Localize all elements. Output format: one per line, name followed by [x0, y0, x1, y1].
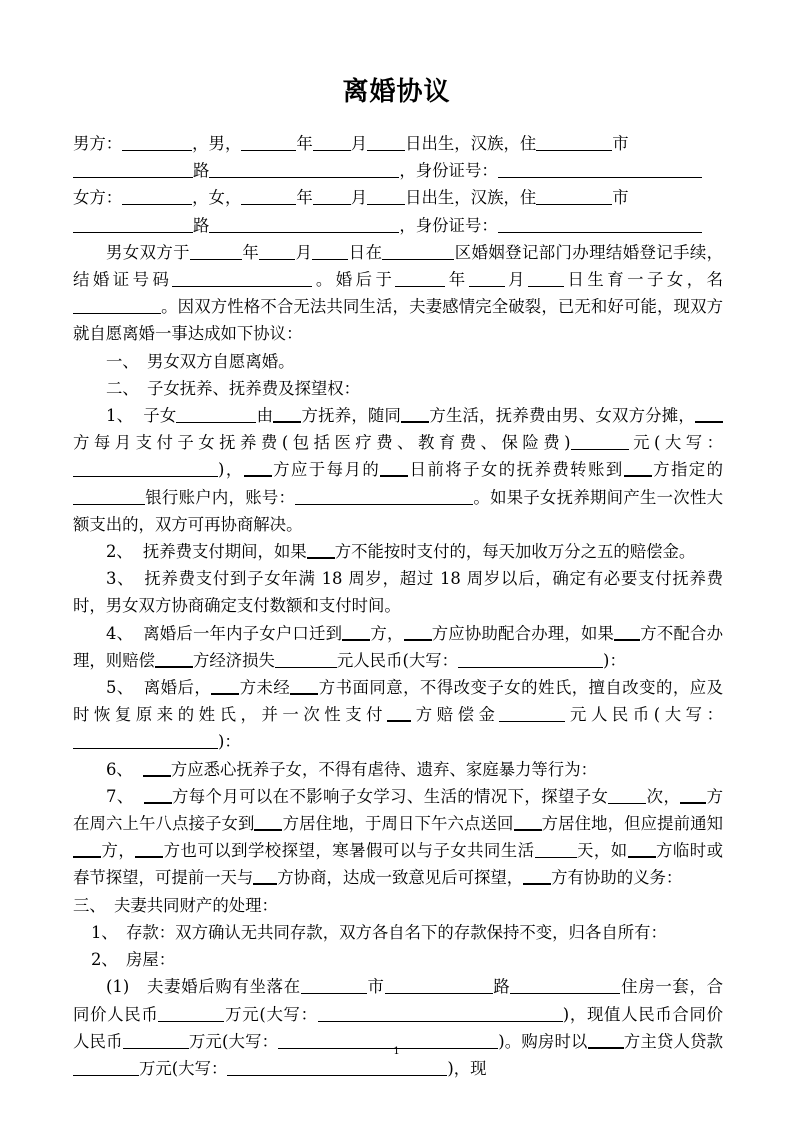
blank-field[interactable] — [469, 267, 505, 287]
male-party-line: 男方： ，男， 年 月 日出生，汉族，住 市 路 ，身份证号： — [73, 130, 723, 184]
blank-field[interactable] — [499, 702, 565, 722]
blank-field[interactable] — [342, 620, 370, 641]
blank-field[interactable] — [253, 864, 277, 885]
blank-field[interactable] — [227, 1056, 447, 1076]
blank-field[interactable] — [387, 701, 411, 722]
blank-field[interactable] — [211, 674, 239, 695]
page-number: 1 — [393, 1046, 400, 1057]
blank-field[interactable] — [155, 647, 193, 668]
blank-field[interactable] — [143, 756, 171, 777]
document-body — [73, 130, 723, 1082]
blank-field[interactable] — [190, 240, 242, 260]
blank-field[interactable] — [514, 810, 542, 831]
blank-field[interactable] — [608, 784, 646, 804]
female-party-line: 女方： ，女， 年 月 日出生，汉族，住 市 路 ，身份证号： — [73, 184, 723, 238]
blank-field[interactable] — [318, 1002, 563, 1022]
blank-field[interactable] — [498, 213, 702, 233]
blank-field[interactable] — [209, 158, 399, 178]
blank-field[interactable] — [241, 185, 296, 205]
blank-field[interactable] — [301, 974, 367, 994]
blank-field[interactable] — [73, 213, 193, 233]
blank-field[interactable] — [385, 974, 493, 994]
blank-field[interactable] — [254, 810, 282, 831]
blank-field[interactable] — [73, 294, 161, 314]
blank-field[interactable] — [614, 620, 640, 641]
blank-field[interactable] — [73, 1056, 139, 1076]
blank-field[interactable] — [73, 485, 145, 505]
blank-field[interactable] — [135, 837, 163, 858]
blank-field[interactable] — [122, 185, 192, 205]
item-7: 7、 方每个月可以在不影响子女学习、生活的情况下，探望子女 次， 方在周六上午八点接子女到 方居住地，于周日下午六点送回 方居住地，但应提前通知方， 方也可以到学校探望，寒暑假可以与子女共同生活 天，如 方临时或春节探望，可提前一天与 方协商，达成一致意见后可探望， 方有协助的义务： — [73, 783, 723, 892]
property-house: 2、 房屋： — [91, 950, 176, 970]
blank-field[interactable] — [680, 783, 706, 804]
blank-field[interactable] — [523, 864, 551, 885]
blank-field[interactable] — [571, 430, 629, 450]
blank-field[interactable] — [536, 185, 612, 205]
blank-field[interactable] — [73, 729, 218, 749]
section-3: 三、 夫妻共同财产的处理： — [73, 895, 278, 915]
blank-field[interactable] — [535, 838, 577, 858]
item-4: 4、 离婚后一年内子女户口迁到 方， 方应协助配合办理，如果 方不配合办理，则赔偿 方经济损失 元人民币(大写： )： — [73, 620, 723, 674]
blank-field[interactable] — [536, 131, 612, 151]
blank-field[interactable] — [241, 131, 296, 151]
house-paragraph: (1) 夫妻婚后购有坐落在 市 路 住房一套，合同价人民币 万元(大写： )，现值人民币合同价人民币 万元(大写： )。购房时以 方主贷人贷款万元(大写： )，现 — [73, 973, 723, 1082]
blank-field[interactable] — [404, 620, 432, 641]
blank-field[interactable] — [312, 240, 348, 260]
blank-field[interactable] — [295, 485, 473, 505]
blank-field[interactable] — [244, 456, 272, 477]
blank-field[interactable] — [510, 974, 620, 994]
document-title: 离婚协议 — [342, 77, 451, 107]
blank-field[interactable] — [380, 456, 408, 477]
blank-field[interactable] — [176, 403, 256, 423]
blank-field[interactable] — [628, 837, 656, 858]
blank-field[interactable] — [172, 267, 312, 287]
blank-field[interactable] — [401, 402, 429, 423]
item-1: 1、 子女 由 方抚养，随同 方生活，抚养费由男、女双方分摊，方每月支付子女抚养费(包括医疗费、教育费、保险费) 元(大写：)， 方应于每月的 日前将子女的抚养费转账到 方指定的银行账户内，账号： 。如果子女抚养期间产生一次性大额支出的，双方可再协商解决。 — [73, 402, 723, 538]
blank-field[interactable] — [395, 267, 445, 287]
blank-field[interactable] — [313, 185, 351, 205]
blank-field[interactable] — [275, 648, 337, 668]
blank-field[interactable] — [382, 240, 454, 260]
property-deposit: 1、 存款：双方确认无共同存款，双方各自名下的存款保持不变，归各自所有： — [91, 922, 667, 942]
blank-field[interactable] — [290, 674, 318, 695]
blank-field[interactable] — [528, 267, 564, 287]
blank-field[interactable] — [209, 213, 399, 233]
item-5: 5、 离婚后， 方未经 方书面同意，不得改变子女的姓氏，擅自改变的，应及时恢复原来的姓氏，并一次性支付 方赔偿金 元人民币(大写：)： — [73, 674, 723, 756]
blank-field[interactable] — [259, 240, 295, 260]
item-3: 3、 抚养费支付到子女年满 18 周岁，超过 18 周岁以后，确定有必要支付抚养费时，男女双方协商确定支付数额和支付时间。 — [73, 569, 723, 616]
blank-field[interactable] — [73, 457, 218, 477]
blank-field[interactable] — [624, 456, 652, 477]
section-2: 二、 子女抚养、抚养费及探望权： — [106, 378, 361, 398]
blank-field[interactable] — [144, 783, 172, 804]
blank-field[interactable] — [313, 131, 351, 151]
item-2: 2、 抚养费支付期间，如果 方不能按时支付的，每天加收万分之五的赔偿金。 — [73, 538, 723, 565]
item-6: 6、 方应悉心抚养子女，不得有虐待、遗弃、家庭暴力等行为： — [73, 756, 723, 783]
marriage-paragraph: 男女双方于 年 月 日在 区婚姻登记部门办理结婚登记手续，结婚证号码 。婚后于 年 月 日生育一子女，名。因双方性格不合无法共同生活，夫妻感情完全破裂，已无和好可能，现双方就自愿离婚一事达成如下协议： — [73, 239, 723, 348]
blank-field[interactable] — [273, 402, 301, 423]
blank-field[interactable] — [73, 158, 193, 178]
blank-field[interactable] — [122, 131, 192, 151]
blank-field[interactable] — [367, 185, 405, 205]
blank-field[interactable] — [307, 538, 335, 559]
blank-field[interactable] — [695, 402, 723, 423]
blank-field[interactable] — [458, 648, 603, 668]
section-1: 一、 男女双方自愿离婚。 — [106, 351, 295, 371]
blank-field[interactable] — [158, 1002, 224, 1022]
blank-field[interactable] — [498, 158, 702, 178]
blank-field[interactable] — [367, 131, 405, 151]
blank-field[interactable] — [73, 837, 101, 858]
